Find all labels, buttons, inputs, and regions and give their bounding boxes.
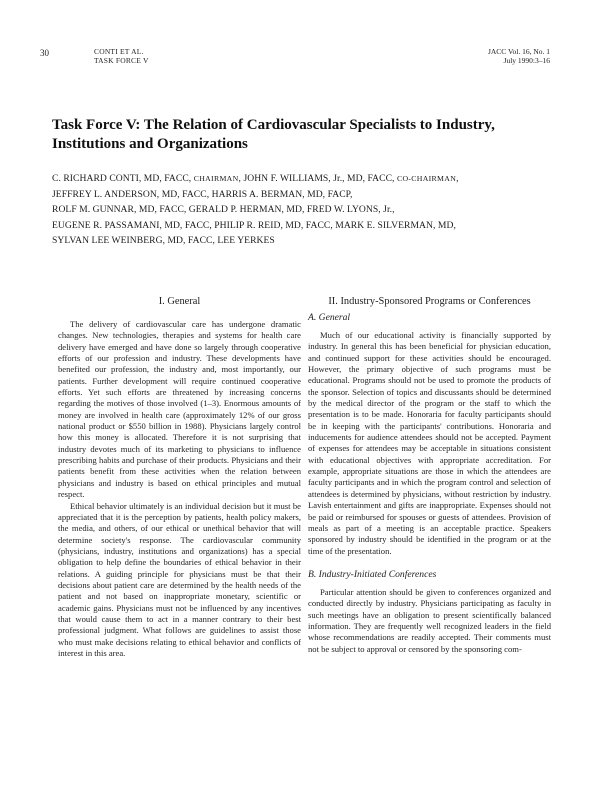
author-line-3: ROLF M. GUNNAR, MD, FACC, GERALD P. HERMAN, MD, FRED W. LYONS, Jr., [52,204,395,216]
section-heading-industry-programs: II. Industry-Sponsored Programs or Conferences [328,296,531,307]
paragraph-general-2: Ethical behavior ultimately is an individual decision but it must be appreciated that it is the perception by patients, health policy makers, the media, and others, of our ethical or unethical behavior that will determine society's response. The cardiovascular community (physicians, industry, institutions and organizations) has a special obligation to help define the boundaries of ethical behavior in their relations. A guiding principle for physicians must be that their decisions about patient care are determined by the health needs of the patient and not based on inappropriate monetary, scientific or academic gains. Physicians must not be influenced by any incentives that would cause them to act in a manner contrary to their best professional judgment. What follows are guidelines to assist those who must make decisions relating to ethical behavior and conflicts of interest in this area. [58,500,301,658]
journal-date-pages: July 1990:3–16 [503,55,550,65]
running-head [94,48,149,65]
article-title: Task Force V: The Relation of Cardiovascular Specialists to Industry, Institutions and Organizations [52,117,495,152]
author-line-4: EUGENE R. PASSAMANI, MD, FACC, PHILIP R. REID, MD, FACC, MARK E. SILVERMAN, MD, [52,219,456,231]
running-head-authors: CONTI ET AL. [94,47,144,56]
author-line-5: SYLVAN LEE WEINBERG, MD, FACC, LEE YERKES [52,235,275,247]
paragraph-industry-initiated: Particular attention should be given to conferences organized and conducted directly by industry. Physicians participating as faculty in such meetings have an obligation to present scientifically balanced information. They are frequently well recognized leaders in the field whose recommendations are readily accepted. Their comments must not be subject to approval or censored by the sponsoring com- [308,586,551,654]
author-line-2: JEFFREY L. ANDERSON, MD, FACC, HARRIS A. BERMAN, MD, FACP, [52,188,353,200]
journal-volume: JACC Vol. 16, No. 1 [487,47,550,56]
author-list [52,171,572,249]
page-number: 30 [40,48,49,58]
author-conti: C. RICHARD CONTI, MD, FACC, [52,173,192,184]
subsection-heading-industry-initiated: B. Industry-Initiated Conferences [308,568,437,580]
paragraph-general-1: The delivery of cardiovascular care has undergone dramatic changes. New technologies, therapies and systems for health care delivery have emerged and have done so largely through cooperative efforts of our profession and industry. These developments have benefited our profession, the industry and, most importantly, our patients. Further development will require continued cooperative efforts. Yet such efforts are threatened by increasing concerns regarding the motives of those involved (1–3). Enormous amounts of money are involved in health care (approximately 12% of our gross national product or $550 billion in 1988). Physicians largely control how this money is allocated. Therefore it is not surprising that industry devotes much of its marketing to physicians to influence prescribing habits and purchase of their products. Physicians and their patients benefit from these activities when the relation between physicians and industry is based on ethical principles and mutual respect. [58,319,301,500]
section-heading-general: I. General [158,296,201,307]
left-column [58,296,301,659]
author-line-1-end: , [456,173,459,184]
journal-citation [488,48,550,65]
running-head-section: TASK FORCE V [94,55,149,65]
role-co-chairman: CO-CHAIRMAN [396,174,457,183]
role-chairman: CHAIRMAN [193,174,239,183]
subsection-heading-general: A. General [308,312,351,323]
author-williams: , JOHN F. WILLIAMS, Jr., MD, FACC, [238,173,395,184]
right-column [308,296,551,655]
author-line-1 [52,171,572,187]
paragraph-general-support: Much of our educational activity is financially supported by industry. In general this has been beneficial for physician education, and continued support for these activities should be encouraged. However, the primary objective of such programs must be educational. Programs should not be used to promote the products of the sponsor. Selection of topics and discussants should be determined by the medical director of the program or the staff to which the presentation is to be made. Honoraria for faculty participants should be in keeping with the participants' contributions. Honoraria and inducements for audience attendees should not be accepted. Payment of expenses for attendees may be acceptable in situations consistent with educational objectives with appropriate accreditation. For example, appropriate situations are those in which the attendees are faculty participants and in which the program control and selection of attendees is determined by physicians, without restriction by industry. Lavish entertainment and gifts are inappropriate. Expenses should not be paid or reimbursed for spouses or guests of attendees. Provision of meals as part of a meeting is an acceptable practice. Speakers sponsored by industry should be identified in the program or at the time of the presentation. [308,330,551,556]
